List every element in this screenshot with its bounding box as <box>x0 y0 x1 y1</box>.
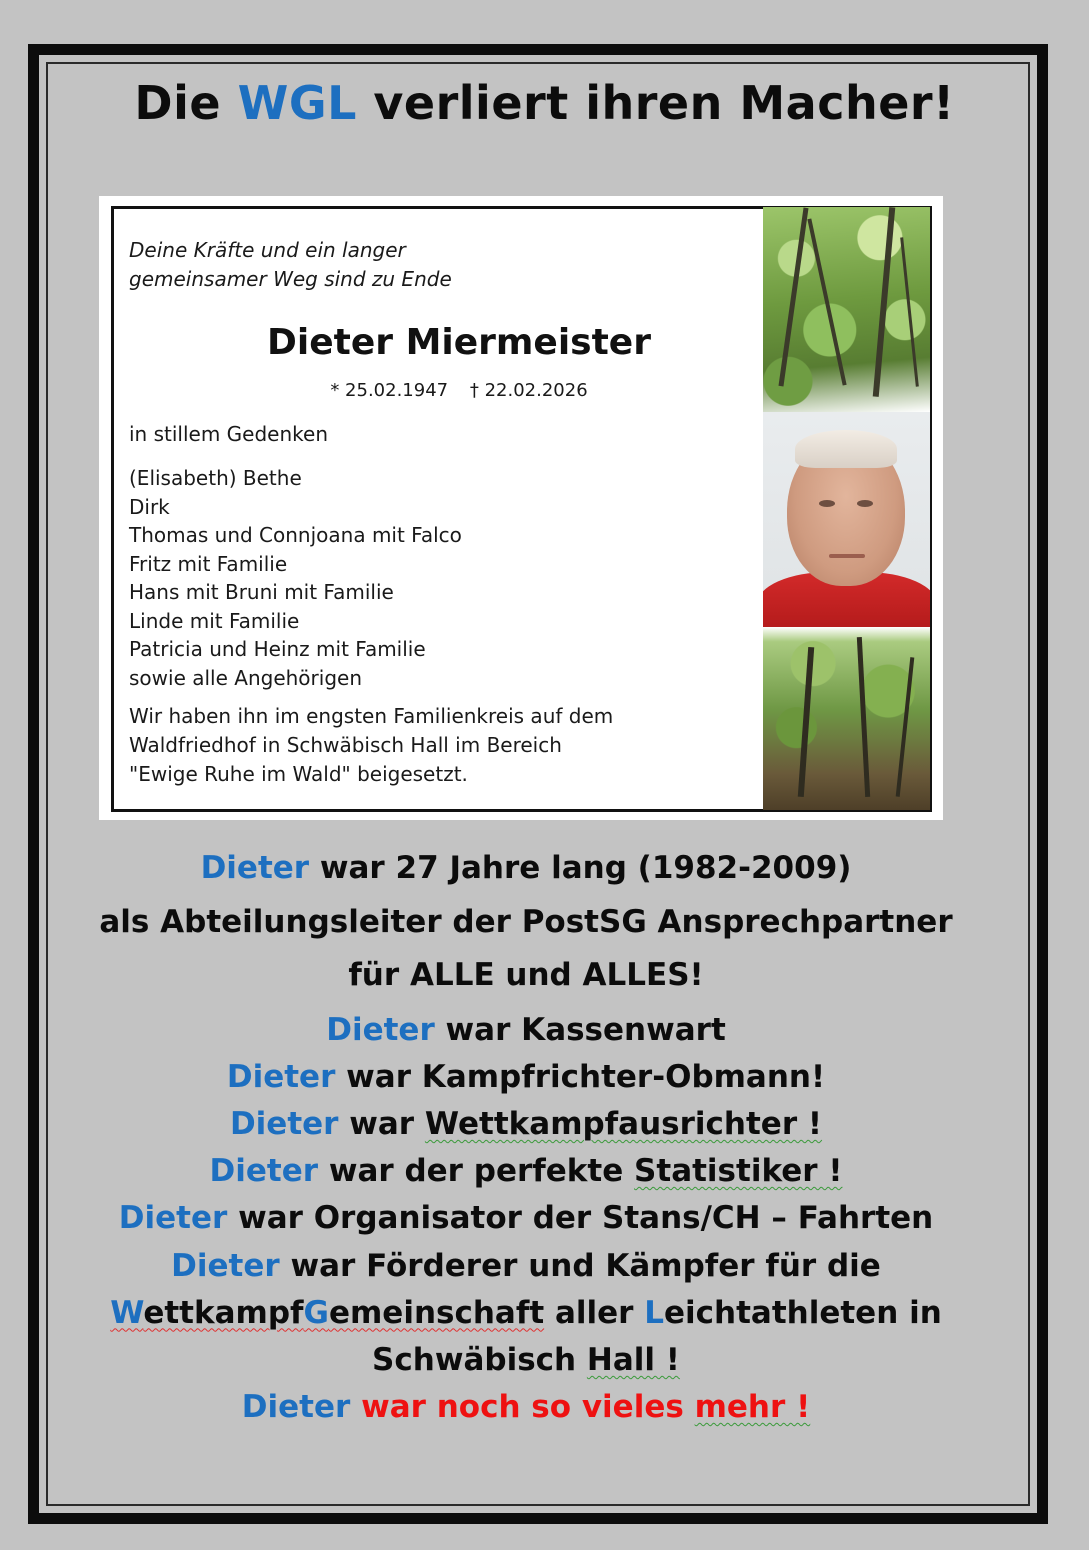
mourner: Patricia und Heinz mit Familie <box>129 637 426 661</box>
deceased-name: Dieter Miermeister <box>267 322 651 363</box>
name-dieter: Dieter <box>229 1105 339 1142</box>
mourner: Linde mit Familie <box>129 608 300 633</box>
burial-line: Wir haben ihn im engsten Familienkreis auf dem <box>129 704 614 728</box>
birth-date: * 25.02.1947 <box>330 380 449 401</box>
role-line <box>36 1290 1016 1337</box>
verse-line: Deine Kräfte und ein langer <box>129 238 406 262</box>
role-text: war Kampfrichter-Obmann! <box>346 1058 826 1095</box>
role-text: eichtathleten in <box>663 1294 942 1331</box>
name-dieter: Dieter <box>171 1247 280 1284</box>
headline-part1: Die <box>134 76 222 130</box>
burial-line: Waldfriedhof in Schwäbisch Hall im Bereich <box>129 733 562 757</box>
obituary-verse <box>129 236 452 294</box>
role-line <box>36 1195 1016 1242</box>
name-dieter: Dieter <box>118 1200 228 1237</box>
city-text: Schwäbisch <box>372 1341 577 1378</box>
name-dieter: Dieter <box>326 1011 435 1048</box>
burial-text <box>129 702 739 789</box>
role-word: Wettkampfausrichter ! <box>424 1105 823 1142</box>
headline <box>0 76 1089 130</box>
mourner: (Elisabeth) Bethe <box>129 466 302 490</box>
intro-line <box>36 842 1016 896</box>
portrait-photo <box>763 412 930 627</box>
word-part: ettkampf <box>143 1294 304 1331</box>
mourner: Thomas und Connjoana mit Falco <box>129 523 462 547</box>
role-text: war <box>349 1105 415 1142</box>
name-dieter: Dieter <box>241 1389 351 1426</box>
role-line <box>36 1101 1016 1148</box>
verse-line: gemeinsamer Weg sind zu Ende <box>129 267 452 291</box>
role-text: war Organisator der Stans/CH – Fahrten <box>238 1200 934 1237</box>
name-dieter: Dieter <box>209 1153 319 1190</box>
role-text: war der perfekte <box>328 1153 624 1190</box>
mourner: Dirk <box>129 494 170 519</box>
intro-line: für ALLE und ALLES! <box>348 957 704 993</box>
wettkampfgemeinschaft-word <box>110 1295 544 1331</box>
final-line <box>36 1384 1016 1431</box>
burial-line: "Ewige Ruhe im Wald" beigesetzt. <box>129 762 468 786</box>
role-line <box>36 1148 1016 1195</box>
name-dieter: Dieter <box>200 850 310 886</box>
initial-g: G <box>303 1294 329 1331</box>
role-line <box>36 1007 1016 1054</box>
role-line <box>36 1243 1016 1290</box>
role-text: aller <box>554 1294 634 1331</box>
word-part: emeinschaft <box>328 1294 545 1331</box>
life-dates <box>129 380 789 401</box>
role-line <box>36 1054 1016 1101</box>
final-word: mehr ! <box>694 1389 811 1426</box>
portrait-eye <box>819 500 835 507</box>
tribute-text <box>36 842 1016 1431</box>
photo-strip <box>763 207 930 810</box>
role-text: war Förderer und Kämpfer für die <box>290 1247 881 1284</box>
role-text: war Kassenwart <box>445 1011 726 1048</box>
headline-part2: verliert ihren Macher! <box>373 76 955 130</box>
initial-l: L <box>644 1294 664 1331</box>
forest-photo-top <box>763 207 930 412</box>
portrait-mouth <box>829 554 865 558</box>
name-dieter: Dieter <box>226 1058 336 1095</box>
intro-text: war 27 Jahre lang (1982-2009) <box>319 850 852 886</box>
tribute-intro <box>36 842 1016 1003</box>
initial-w: W <box>110 1294 144 1331</box>
in-memory-text: in stillem Gedenken <box>129 422 328 446</box>
city-word: Hall ! <box>586 1341 680 1378</box>
tribute-roles <box>36 1007 1016 1432</box>
forest-photo-bottom <box>763 627 930 810</box>
mourner: sowie alle Angehörigen <box>129 665 362 690</box>
mourner: Hans mit Bruni mit Familie <box>129 580 394 604</box>
role-line <box>36 1337 1016 1384</box>
mourners-list <box>129 464 462 692</box>
intro-line: als Abteilungsleiter der PostSG Ansprechpartner <box>99 903 953 940</box>
role-word: Statistiker ! <box>634 1153 843 1190</box>
headline-wgl: WGL <box>237 76 357 130</box>
mourner: Fritz mit Familie <box>129 551 288 576</box>
portrait-hair <box>795 430 897 468</box>
final-text: war noch so vieles <box>361 1389 684 1426</box>
portrait-eye <box>857 500 873 507</box>
death-date: † 22.02.2026 <box>469 380 588 401</box>
